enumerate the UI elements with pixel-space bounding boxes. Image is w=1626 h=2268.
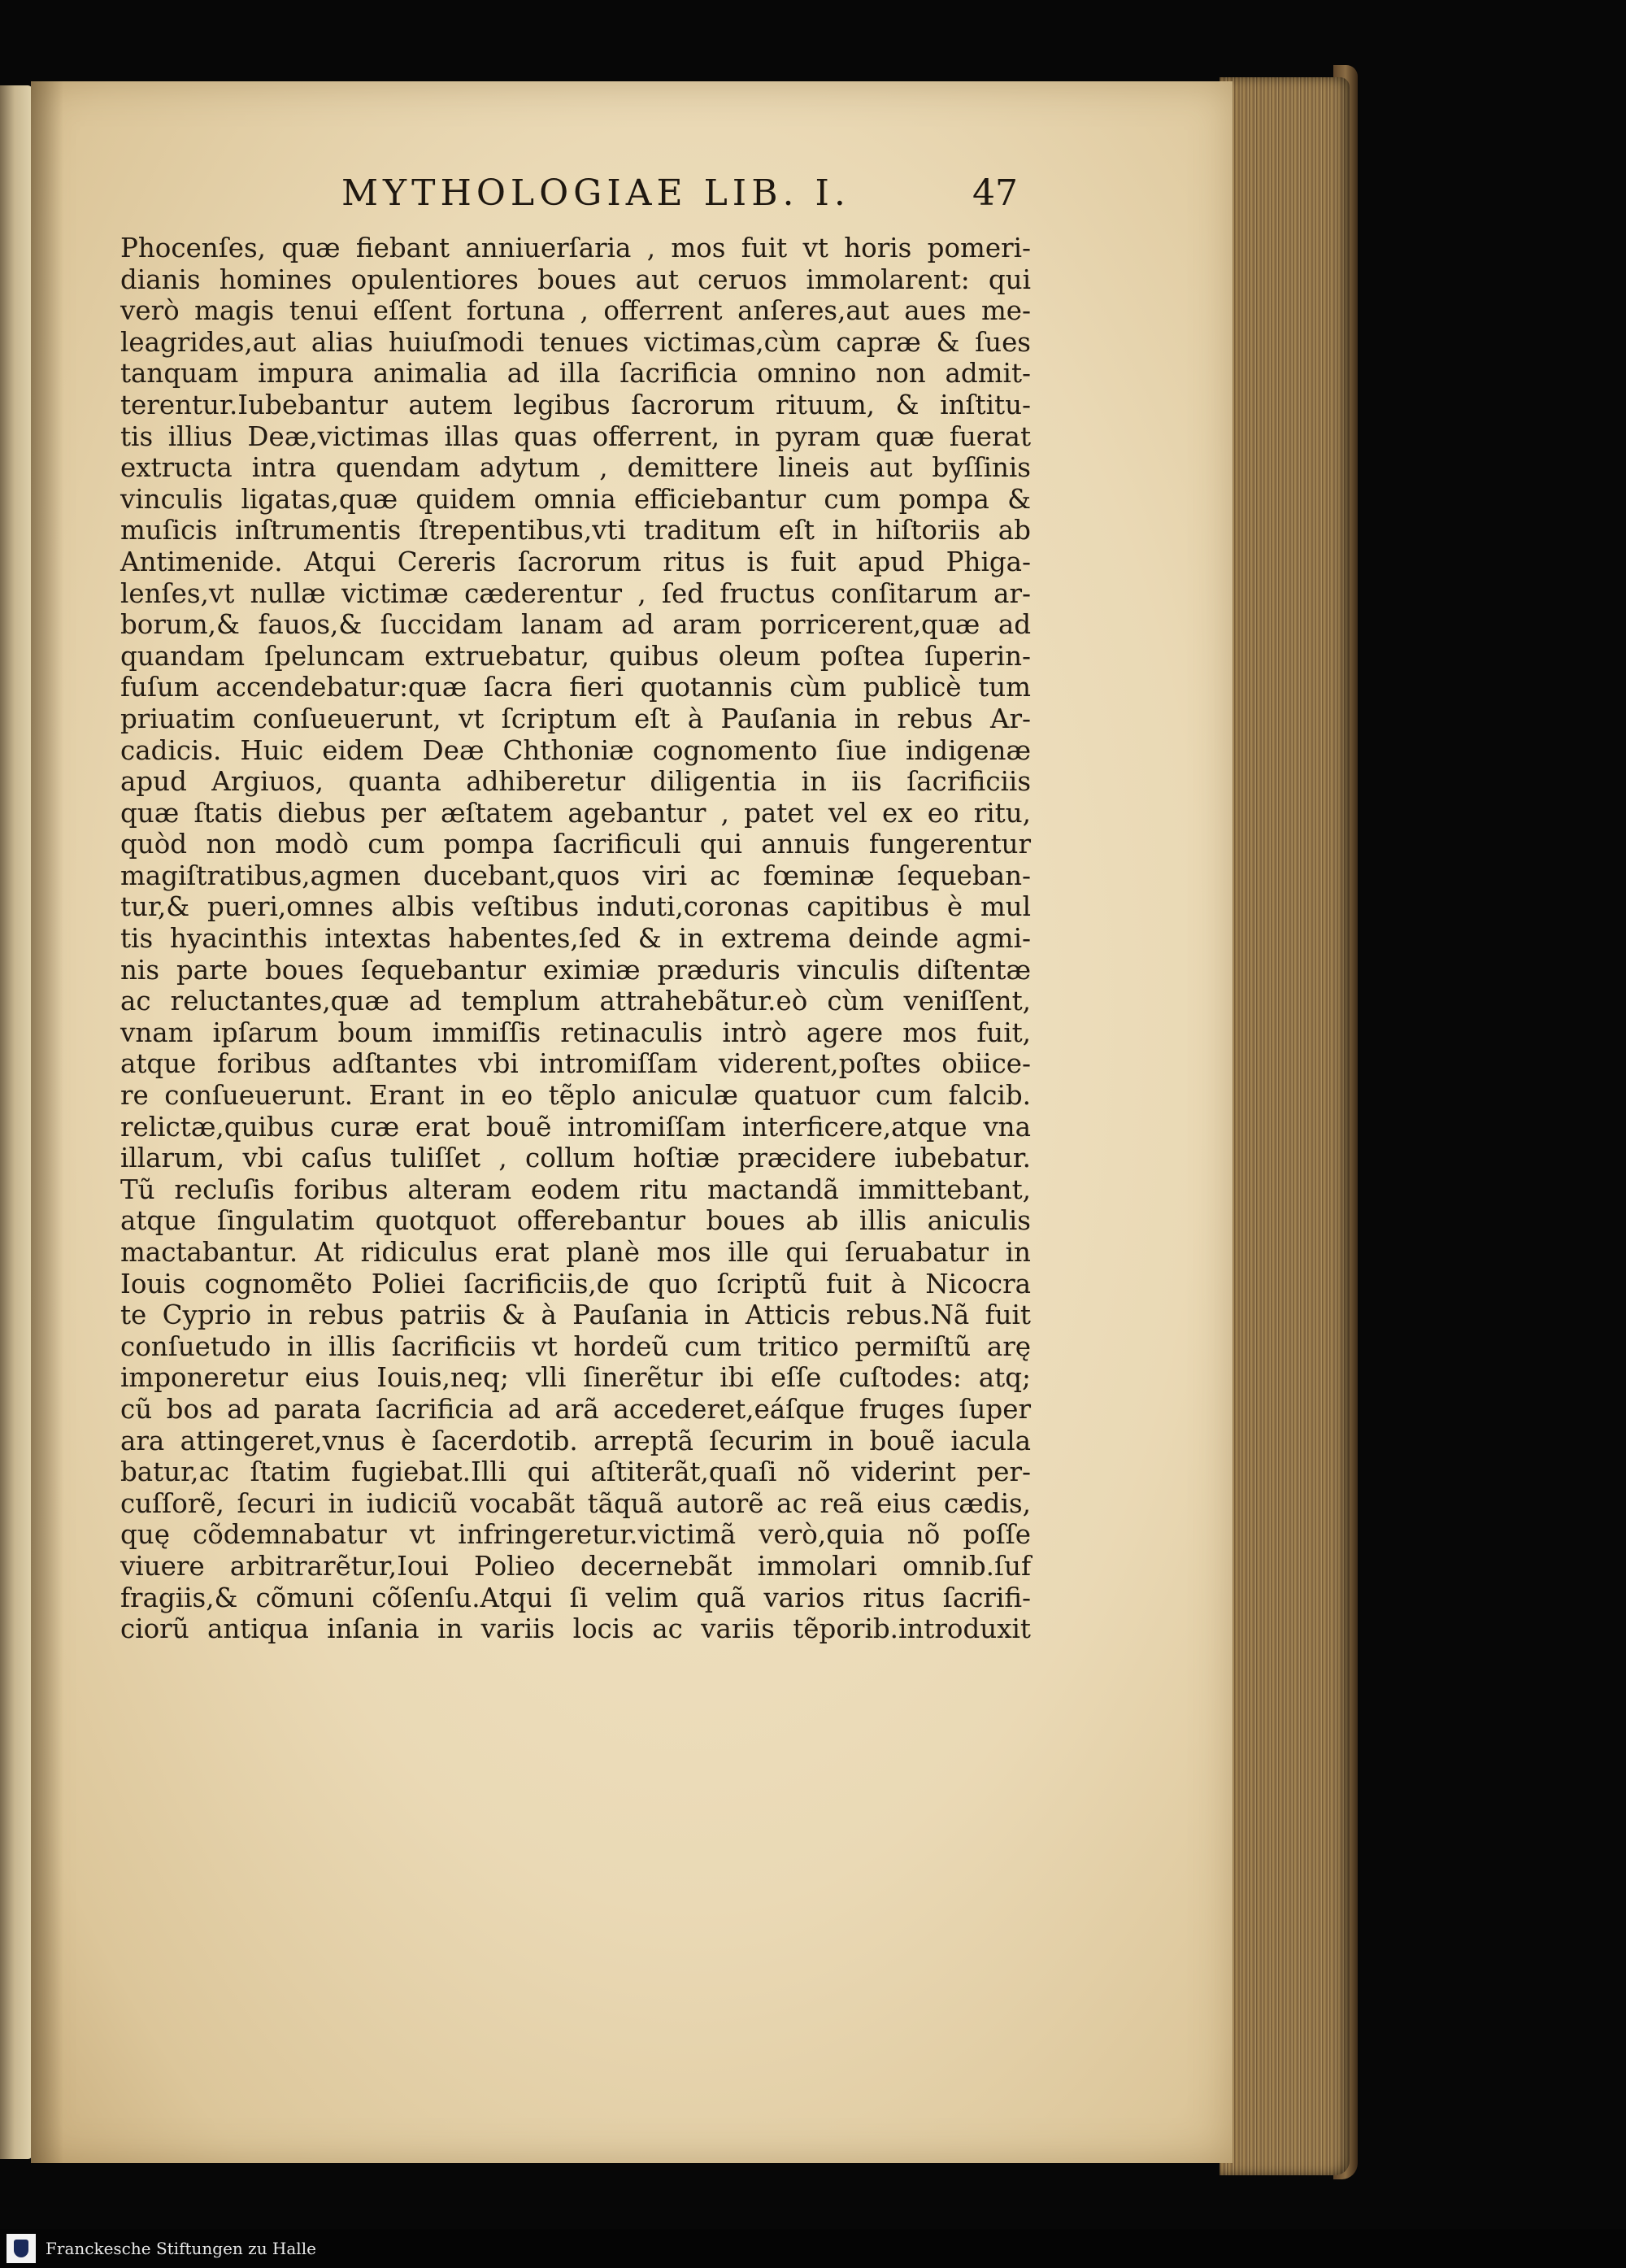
viewer-footer — [0, 2229, 1626, 2268]
text-line: ciorũ antiqua inſania in variis locis ac variis tẽporib.introduxit — [120, 1613, 1031, 1645]
text-line: Tũ recluſis foribus alteram eodem ritu mactandã immittebant, — [120, 1173, 1031, 1205]
text-line: verò magis tenui eſſent fortuna , offerrent anſeres,aut aues me- — [120, 295, 1031, 327]
text-line: nis parte boues ſequebantur eximiæ præduris vinculis diſtentæ — [120, 954, 1031, 986]
text-line: atque foribus adſtantes vbi intromiſſam viderent,poſtes obiice- — [120, 1048, 1031, 1080]
text-line: mactabantur. At ridiculus erat planè mos ille qui ſeruabatur in — [120, 1237, 1031, 1268]
running-header: MYTHOLOGIAE LIB. I. — [341, 172, 850, 214]
text-line: Antimenide. Atqui Cereris ſacrorum ritus is fuit apud Phiga- — [120, 546, 1031, 577]
text-line: quę cõdemnabatur vt infringeretur.victimã verò,quia nõ poſſe — [120, 1519, 1031, 1551]
text-line: tur,& pueri,omnes albis veſtibus induti,coronas capitibus è mul — [120, 891, 1031, 923]
text-line: cuſſorẽ, ſecuri in iudiciũ vocabãt tãquã autorẽ ac reã eius cædis, — [120, 1487, 1031, 1519]
text-line: dianis homines opulentiores boues aut ceruos immolarent: qui — [120, 263, 1031, 295]
text-line: ac reluctantes,quæ ad templum attrahebãtur.eò cùm veniſſent, — [120, 986, 1031, 1017]
page-gutter-shadow — [31, 81, 63, 2163]
text-line: tanquam impura animalia ad illa ſacrificia omnino non admit- — [120, 358, 1031, 390]
text-line: batur,ac ſtatim fugiebat.Illi qui aſtiterãt,quaſi nõ viderint per- — [120, 1456, 1031, 1488]
text-line: extructa intra quendam adytum , demittere lineis aut byſſinis — [120, 452, 1031, 484]
text-line: ara attingeret,vnus è ſacerdotib. arreptã ſecurim in bouẽ iacula — [120, 1425, 1031, 1456]
text-line: vnam ipſarum boum immiſſis retinaculis intrò agere mos fuit, — [120, 1016, 1031, 1048]
text-line: te Cyprio in rebus patriis & à Pauſania in Atticis rebus.Nã fuit — [120, 1299, 1031, 1331]
text-line: fuſum accendebatur:quæ ſacra fieri quotannis cùm publicè tum — [120, 672, 1031, 703]
text-line: viuere arbitrarẽtur,Ioui Polieo decernebãt immolari omnib.ſuf — [120, 1550, 1031, 1582]
text-line: imponeretur eius Iouis,neq; vlli ſinerẽtur ibi eſſe cuſtodes: atq; — [120, 1362, 1031, 1394]
text-line: relictæ,quibus curæ erat bouẽ intromiſſam interficere,atque vna — [120, 1111, 1031, 1143]
text-line: priuatim conſueuerunt, vt ſcriptum eſt à Pauſania in rebus Ar- — [120, 703, 1031, 734]
text-line: lenſes,vt nullæ victimæ cæderentur , ſed fructus conſitarum ar- — [120, 577, 1031, 609]
text-line: Phocenſes, quæ fiebant anniuerſaria , mos fuit vt horis pomeri- — [120, 233, 1031, 263]
text-line: muſicis inſtrumentis ſtrepentibus,vti traditum eſt in hiſtoriis ab — [120, 515, 1031, 546]
body-text — [120, 233, 1031, 1645]
text-line: apud Argiuos, quanta adhiberetur diligentia in iis ſacrificiis — [120, 766, 1031, 798]
text-line: quandam ſpeluncam extruebatur, quibus oleum poſtea ſuperin- — [120, 640, 1031, 672]
logo-shield-mark — [14, 2240, 28, 2257]
text-line: tis hyacinthis intextas habentes,ſed & in extrema deinde agmi- — [120, 923, 1031, 955]
text-line: conſuetudo in illis ſacrificiis vt hordeũ cum tritico permiſtũ arę — [120, 1330, 1031, 1362]
text-line: atque ſingulatim quotquot offerebantur boues ab illis aniculis — [120, 1205, 1031, 1237]
text-line: quæ ſtatis diebus per æſtatem agebantur , patet vel ex eo ritu, — [120, 797, 1031, 829]
text-line: re conſueuerunt. Erant in eo tẽplo aniculæ quatuor cum falcib. — [120, 1080, 1031, 1112]
text-line: Iouis cognomẽto Poliei ſacrificiis,de quo ſcriptũ fuit à Nicocra — [120, 1268, 1031, 1299]
text-line: terentur.Iubebantur autem legibus ſacrorum rituum, & inſtitu- — [120, 389, 1031, 420]
text-line: cadicis. Huic eidem Deæ Chthoniæ cognomento ſiue indigenæ — [120, 734, 1031, 766]
text-line: leagrides,aut alias huiuſmodi tenues victimas,cùm capræ & ſues — [120, 326, 1031, 358]
text-line: borum,& fauos,& ſuccidam lanam ad aram porricerent,quæ ad — [120, 609, 1031, 641]
text-line: illarum, vbi caſus tuliſſet , collum hoſtiæ præcidere iubebatur. — [120, 1143, 1031, 1174]
text-line: fragiis,& cõmuni cõſenſu.Atqui ſi velim quã varios ritus ſacrifi- — [120, 1582, 1031, 1613]
text-line: cũ bos ad parata ſacrificia ad arã accederet,eáſque fruges ſuper — [120, 1393, 1031, 1425]
text-line: tis illius Deæ,victimas illas quas offerrent, in pyram quæ fuerat — [120, 420, 1031, 452]
facing-page-edge — [0, 85, 33, 2159]
institution-label[interactable]: Franckesche Stiftungen zu Halle — [46, 2239, 316, 2258]
francke-foundations-logo-icon[interactable] — [7, 2234, 36, 2263]
page-fore-edge — [1220, 77, 1350, 2175]
text-line: quòd non modò cum pompa ſacrificuli qui annuis fungerentur — [120, 829, 1031, 860]
text-line: magiſtratibus,agmen ducebant,quos viri ac fœminæ ſequeban- — [120, 860, 1031, 891]
text-line: vinculis ligatas,quæ quidem omnia efficiebantur cum pompa & — [120, 483, 1031, 515]
page-number: 47 — [972, 172, 1018, 214]
